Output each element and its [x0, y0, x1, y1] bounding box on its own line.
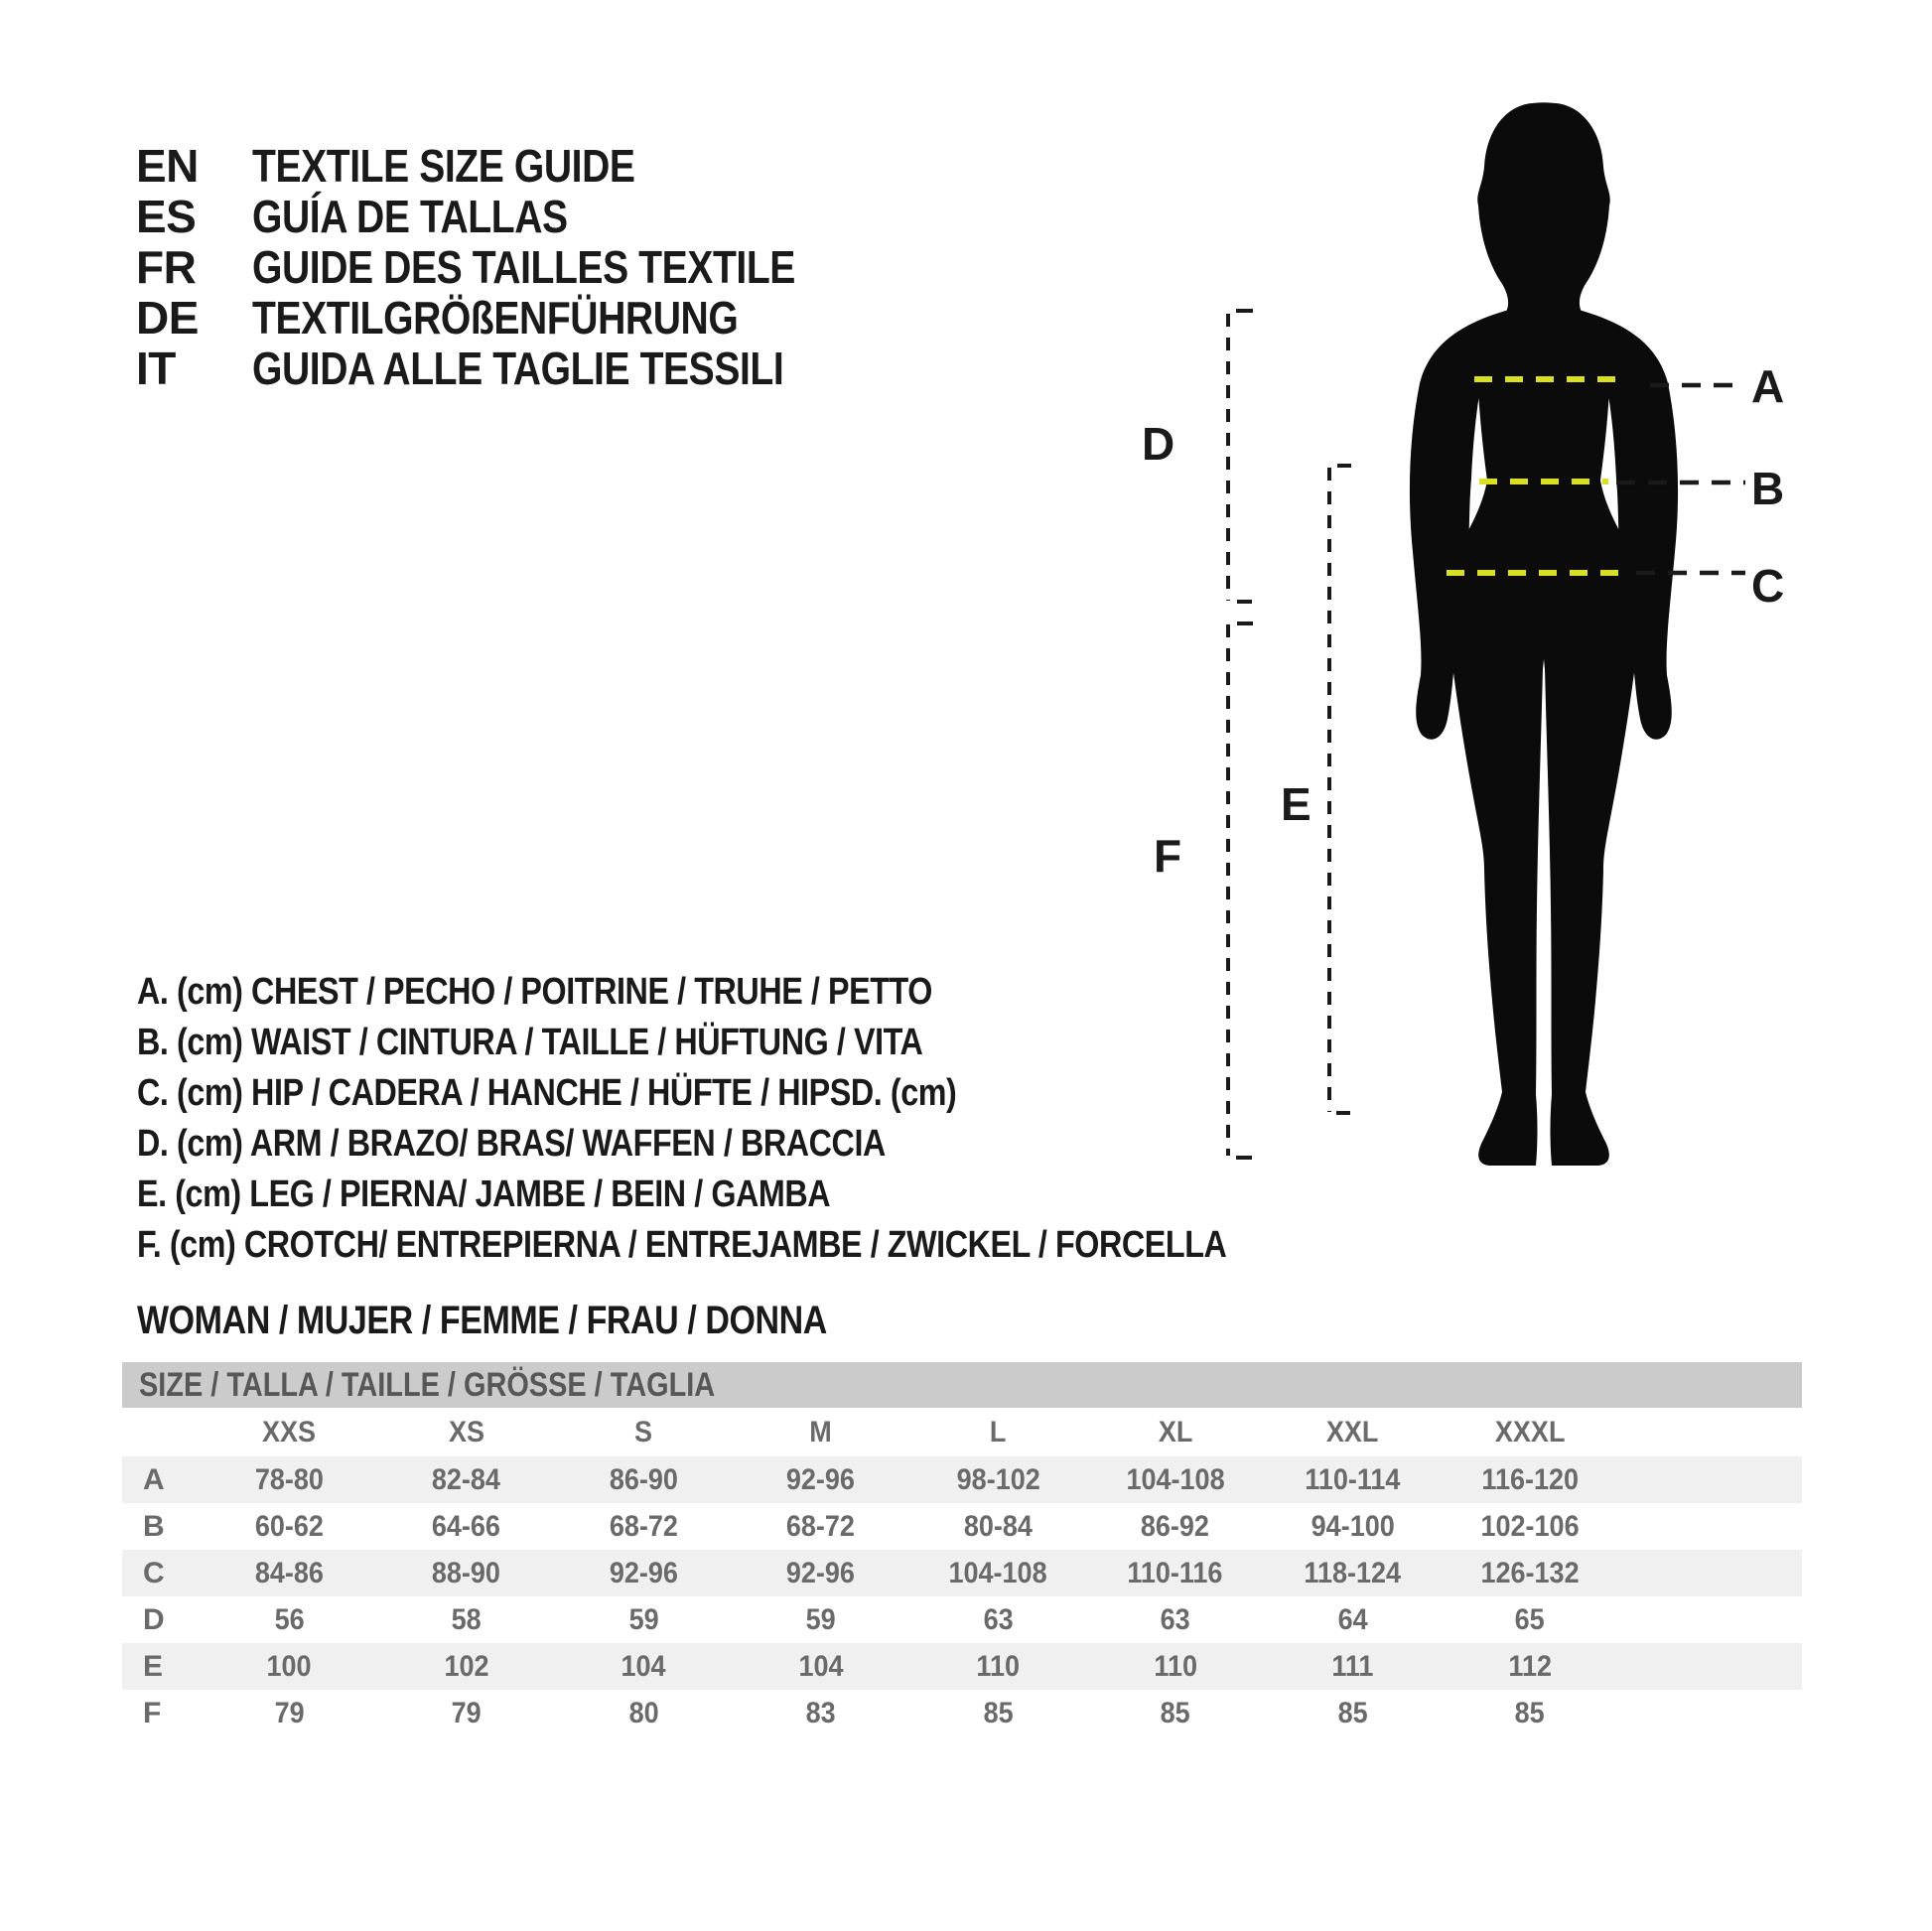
table-row-leg: [122, 1643, 1802, 1690]
lang-title: GUÍA DE TALLAS: [252, 191, 568, 242]
table-row-hip: [122, 1550, 1802, 1596]
size-value: 85: [1160, 1696, 1190, 1729]
size-value: 56: [274, 1602, 305, 1636]
leg-label: E: [1281, 778, 1311, 830]
size-table: [122, 1362, 1802, 1736]
size-value: 63: [1160, 1602, 1190, 1636]
audience-title: [137, 1297, 949, 1344]
size-header-xs: XS: [448, 1415, 484, 1448]
legend-item-chest: A. (cm) CHEST / PECHO / POITRINE / TRUHE / PETTO: [137, 971, 932, 1013]
size-value: 78-80: [254, 1462, 324, 1496]
size-value: 79: [274, 1696, 305, 1729]
table-row-chest: [122, 1456, 1802, 1503]
size-value: 79: [451, 1696, 482, 1729]
size-value: 64: [1337, 1602, 1368, 1636]
size-value: 110-114: [1305, 1462, 1401, 1496]
size-value: 86-92: [1141, 1509, 1210, 1543]
lang-code: FR: [136, 241, 197, 293]
legend-item-waist: B. (cm) WAIST / CINTURA / TAILLE / HÜFTUNG / VITA: [137, 1022, 923, 1063]
size-value: 85: [1337, 1696, 1368, 1729]
lang-title: GUIDE DES TAILLES TEXTILE: [252, 241, 795, 293]
size-value: 102-106: [1480, 1509, 1580, 1543]
legend-item-arm: D. (cm) ARM / BRAZO/ BRAS/ WAFFEN / BRACCIA: [137, 1123, 886, 1165]
size-header-row: [122, 1408, 1802, 1456]
size-header-m: M: [809, 1415, 832, 1448]
legend-item-leg: E. (cm) LEG / PIERNA/ JAMBE / BEIN / GAMBA: [137, 1173, 831, 1215]
size-value: 104: [621, 1649, 666, 1683]
size-value: 110-116: [1127, 1556, 1223, 1589]
size-value: 110: [1153, 1649, 1197, 1683]
table-row-crotch: [122, 1690, 1802, 1736]
row-label: F: [143, 1696, 162, 1729]
size-value: 126-132: [1480, 1556, 1580, 1589]
size-value: 68-72: [786, 1509, 856, 1543]
lang-title: TEXTILE SIZE GUIDE: [252, 140, 635, 192]
size-value: 80-84: [963, 1509, 1033, 1543]
waist-label: B: [1751, 463, 1785, 514]
size-value: 92-96: [609, 1556, 678, 1589]
size-value: 58: [451, 1602, 482, 1636]
size-header-xxxl: XXXL: [1494, 1415, 1566, 1448]
measurement-legend: [137, 967, 1419, 1271]
size-value: 64-66: [432, 1509, 501, 1543]
size-header-xxl: XXL: [1325, 1415, 1379, 1448]
audience-title-text: WOMAN / MUJER / FEMME / FRAU / DONNA: [137, 1299, 827, 1342]
size-value: 88-90: [432, 1556, 501, 1589]
row-label: D: [143, 1602, 165, 1636]
hip-label: C: [1751, 560, 1785, 612]
size-value: 59: [628, 1602, 659, 1636]
size-value: 102: [444, 1649, 489, 1683]
lang-title: TEXTILGRÖßENFÜHRUNG: [252, 292, 739, 344]
size-value: 68-72: [609, 1509, 678, 1543]
lang-code: DE: [136, 292, 199, 344]
table-title-bar: [122, 1362, 1802, 1408]
size-value: 104-108: [948, 1556, 1047, 1589]
size-header-xxs: XXS: [262, 1415, 317, 1448]
table-row-arm: [122, 1596, 1802, 1643]
language-title-block: [136, 141, 891, 394]
size-value: 92-96: [786, 1462, 856, 1496]
size-value: 112: [1507, 1649, 1552, 1683]
size-value: 83: [805, 1696, 836, 1729]
row-label: C: [143, 1556, 165, 1589]
legend-item-hip: C. (cm) HIP / CADERA / HANCHE / HÜFTE / HIPSD. (cm): [137, 1072, 957, 1114]
table-title: SIZE / TALLA / TAILLE / GRÖSSE / TAGLIA: [139, 1365, 716, 1404]
size-value: 82-84: [432, 1462, 501, 1496]
size-value: 110: [976, 1649, 1021, 1683]
size-header-s: S: [634, 1415, 653, 1448]
legend-item-crotch: F. (cm) CROTCH/ ENTREPIERNA / ENTREJAMBE / ZWICKEL / FORCELLA: [137, 1224, 1227, 1266]
size-value: 63: [983, 1602, 1014, 1636]
size-value: 98-102: [956, 1462, 1040, 1496]
size-value: 65: [1514, 1602, 1545, 1636]
lang-code: IT: [136, 343, 176, 394]
size-value: 59: [805, 1602, 836, 1636]
size-header-xl: XL: [1158, 1415, 1193, 1448]
woman-silhouette: [1410, 102, 1678, 1166]
size-value: 111: [1331, 1649, 1374, 1683]
lang-code: EN: [136, 140, 199, 192]
arm-label: D: [1142, 418, 1175, 470]
size-value: 118-124: [1304, 1556, 1402, 1589]
size-value: 104: [798, 1649, 844, 1683]
table-row-waist: [122, 1503, 1802, 1550]
size-value: 94-100: [1311, 1509, 1395, 1543]
row-label: A: [143, 1462, 165, 1496]
row-label: B: [143, 1509, 165, 1543]
size-value: 80: [628, 1696, 659, 1729]
size-value: 100: [266, 1649, 312, 1683]
size-value: 86-90: [609, 1462, 678, 1496]
row-label: E: [143, 1649, 164, 1683]
crotch-label: F: [1154, 830, 1182, 882]
size-value: 84-86: [254, 1556, 324, 1589]
size-value: 60-62: [254, 1509, 324, 1543]
silhouette-body: [1447, 102, 1641, 1166]
size-value: 85: [1514, 1696, 1545, 1729]
lang-code: ES: [136, 191, 197, 242]
size-value: 85: [983, 1696, 1014, 1729]
lang-title: GUIDA ALLE TAGLIE TESSILI: [252, 343, 784, 394]
chest-label: A: [1751, 360, 1785, 412]
size-value: 104-108: [1126, 1462, 1225, 1496]
size-value: 116-120: [1480, 1462, 1579, 1496]
size-header-l: L: [989, 1415, 1007, 1448]
size-value: 92-96: [786, 1556, 856, 1589]
